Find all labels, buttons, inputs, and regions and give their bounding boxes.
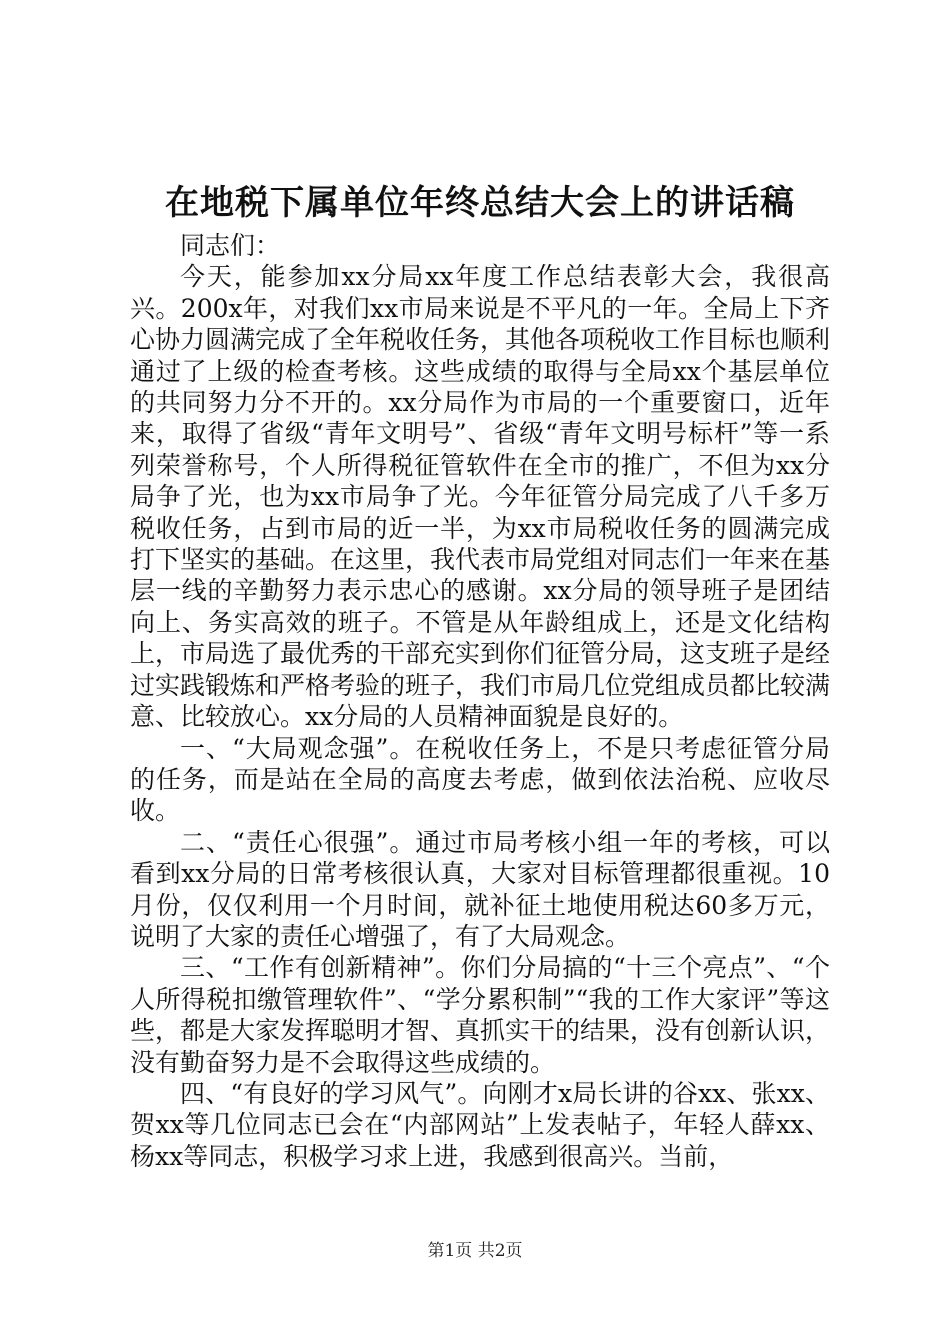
document-page [130, 180, 830, 1172]
document-title: 在地税下属单位年终总结大会上的讲话稿 [165, 183, 795, 223]
page-footer: 第1页 共2页 [427, 1241, 523, 1261]
body-paragraph-point-1: 一、“大局观念强”。在税收任务上，不是只考虑征管分局的任务，而是站在全局的高度去考虑，做到依法治税、应收尽收。 [130, 733, 830, 826]
body-paragraph-point-4: 四、“有良好的学习风气”。向刚才x局长讲的谷xx、张xx、贺xx等几位同志已会在“内部网站”上发表帖子，年轻人薛xx、杨xx等同志，积极学习求上进，我感到很高兴。当前， [130, 1078, 830, 1171]
body-paragraph-point-2: 二、“责任心很强”。通过市局考核小组一年的考核，可以看到xx分局的日常考核很认真，大家对目标管理都很重视。10月份，仅仅利用一个月时间，就补征土地使用税达60多万元，说明了大家的责任心增强了，有了大局观念。 [130, 827, 830, 951]
body-paragraph-point-3: 三、“工作有创新精神”。你们分局搞的“十三个亮点”、“个人所得税扣缴管理软件”、“学分累积制”“我的工作大家评”等这些，都是大家发挥聪明才智、真抓实干的结果，没有创新认识，没有勤奋努力是不会取得这些成绩的。 [130, 953, 831, 1077]
salutation: 同志们： [180, 231, 281, 260]
body-paragraph-intro: 今天，能参加xx分局xx年度工作总结表彰大会，我很高兴。200x年，对我们xx市局来说是不平凡的一年。全局上下齐心协力圆满完成了全年税收任务，其他各项税收工作目标也顺利通过了上级的检查考核。这些成绩的取得与全局xx个基层单位的共同努力分不开的。xx分局作为市局的一个重要窗口，近年来，取得了省级“青年文明号”、省级“青年文明号标杆”等一系列荣誉称号，个人所得税征管软件在全市的推广，不但为xx分局争了光，也为xx市局争了光。今年征管分局完成了八千多万税收任务，占到市局的近一半，为xx市局税收任务的圆满完成打下坚实的基础。在这里，我代表市局党组对同志们一年来在基层一线的辛勤努力表示忠心的感谢。xx分局的领导班子是团结向上、务实高效的班子。不管是从年龄组成上，还是文化结构上，市局选了最优秀的干部充实到你们征管分局，这支班子是经过实践锻炼和严格考验的班子，我们市局几位党组成员都比较满意、比较放心。xx分局的人员精神面貌是良好的。 [130, 262, 831, 732]
